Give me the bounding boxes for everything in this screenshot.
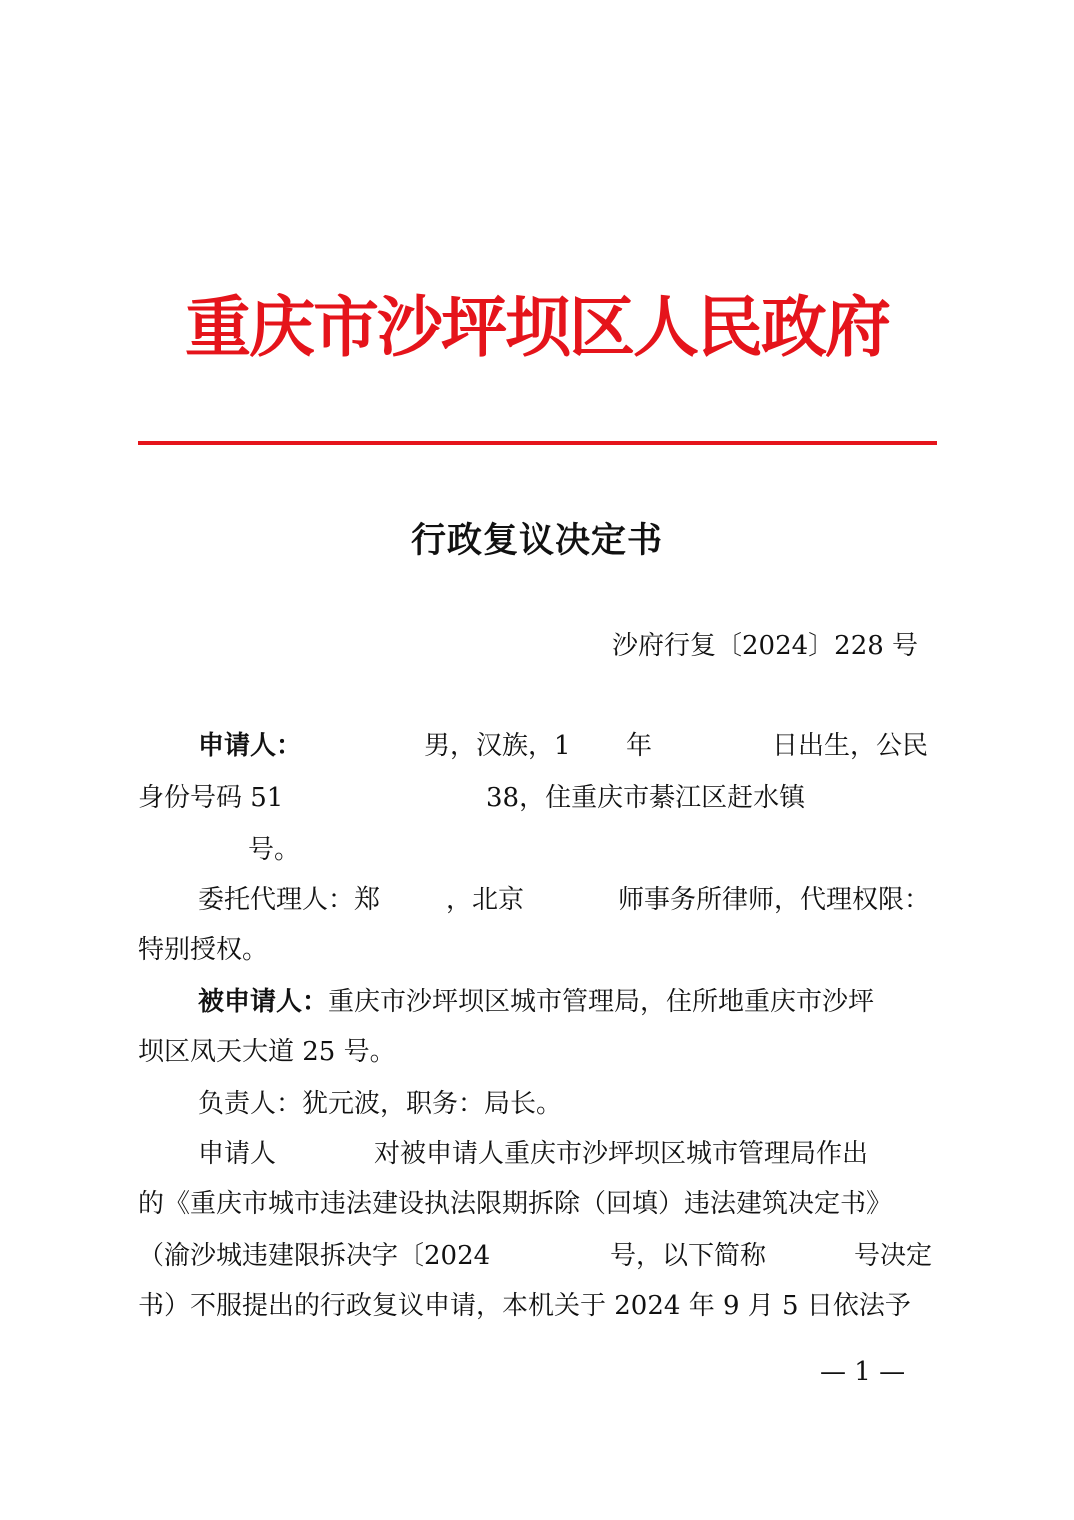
respondent-line-1: 重庆市沙坪坝区城市管理局，住所地重庆市沙坪 <box>328 987 875 1017</box>
agency-masthead: 重庆市沙坪坝区人民政府 <box>185 288 889 366</box>
body-line-3a: （渝沙城违建限拆决字〔2024 <box>138 1241 491 1271</box>
body-line-1: 对被申请人重庆市沙坪坝区城市管理局作出 <box>374 1139 869 1169</box>
page-number: — 1 — <box>820 1357 906 1387</box>
body-line-3b: 号，以下简称 <box>610 1241 767 1271</box>
body-line-2: 的《重庆市城市违法建设执法限期拆除（回填）违法建筑决定书》 <box>138 1189 893 1219</box>
agent-authority: 特别授权。 <box>138 935 269 965</box>
agent-label: 委托代理人：郑 <box>198 885 381 915</box>
body-line-4: 书）不服提出的行政复议申请，本机关于 2024 年 9 月 5 日依法予 <box>138 1291 911 1321</box>
respondent-label: 被申请人： <box>198 987 329 1017</box>
document-number: 沙府行复〔2024〕228 号 <box>612 631 919 661</box>
red-divider-line <box>138 441 937 445</box>
respondent-paragraph <box>198 982 874 1022</box>
agent-firm-prefix: ，北京 <box>446 885 525 915</box>
applicant-gender-ethnicity: 男，汉族，1 <box>424 731 571 761</box>
body-applicant-start: 申请人 <box>198 1139 277 1169</box>
applicant-id-prefix: 身份号码 51 <box>138 783 284 813</box>
applicant-id-address: 38，住重庆市綦江区赶水镇 <box>486 783 806 813</box>
document-title: 行政复议决定书 <box>410 521 663 561</box>
applicant-birth-suffix: 日出生，公民 <box>772 731 929 761</box>
applicant-birth-year: 年 <box>626 731 653 761</box>
respondent-line-2: 坝区凤天大道 25 号。 <box>138 1037 396 1067</box>
applicant-label: 申请人： <box>198 731 303 761</box>
applicant-address-end: 号。 <box>248 835 301 865</box>
body-line-3c: 号决定 <box>854 1241 933 1271</box>
responsible-person: 负责人：犹元波，职务：局长。 <box>198 1089 563 1119</box>
agent-firm-suffix: 师事务所律师，代理权限： <box>618 885 931 915</box>
